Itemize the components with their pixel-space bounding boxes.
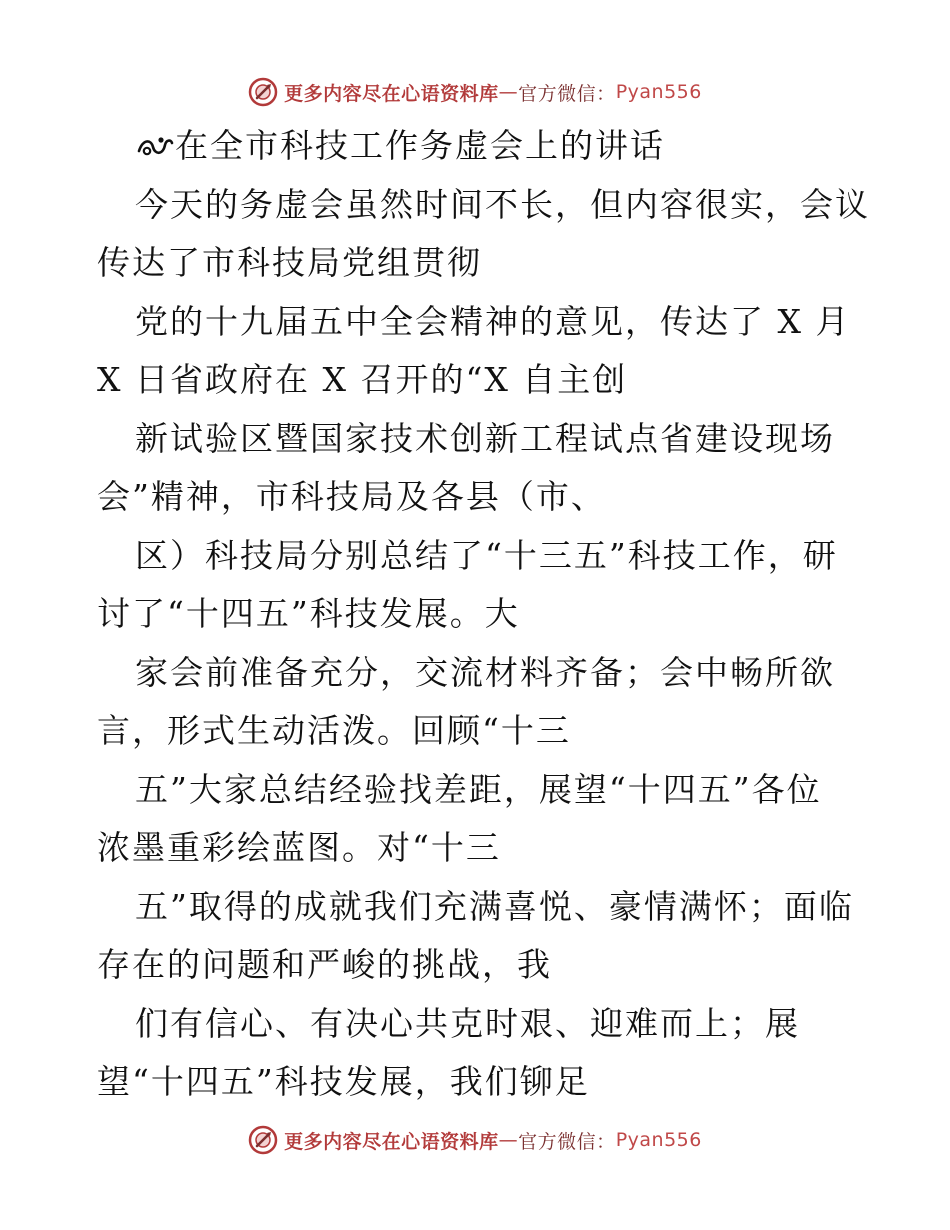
brand-logo-icon <box>248 1125 278 1155</box>
footer-banner <box>0 1120 950 1160</box>
flower-bullet-icon <box>135 131 175 161</box>
paragraph-line: 望“十四五”科技发展，我们铆足 <box>97 1062 590 1101</box>
header-banner <box>0 72 950 112</box>
header-dash: — <box>498 81 519 103</box>
footer-wechat-label: 官方微信： <box>518 1130 616 1153</box>
header-wechat-id: Pyan556 <box>615 81 702 103</box>
header-site-text: 更多内容尽在心语资料库 <box>284 82 499 105</box>
paragraph-line: X 日省政府在 X 召开的“X 自主创 <box>97 360 628 399</box>
paragraph-line: 言，形式生动活泼。回顾“十三 <box>97 711 571 750</box>
header-wechat-label: 官方微信： <box>518 82 616 105</box>
paragraph-line: 五”取得的成就我们充满喜悦、豪情满怀；面临 <box>135 887 854 926</box>
paragraph-line: 党的十九届五中全会精神的意见，传达了 X 月 <box>135 302 851 341</box>
paragraph-line: 区）科技局分别总结了“十三五”科技工作，研 <box>135 536 838 575</box>
footer-wechat-id: Pyan556 <box>615 1129 702 1151</box>
paragraph-line: 家会前准备充分，交流材料齐备；会中畅所欲 <box>135 653 835 692</box>
brand-logo-icon <box>248 77 278 107</box>
footer-dash: — <box>498 1129 519 1151</box>
paragraph-line: 五”大家总结经验找差距，展望“十四五”各位 <box>135 770 822 809</box>
paragraph-line: 会”精神，市科技局及各县（市、 <box>97 477 606 516</box>
paragraph-line: 存在的问题和严峻的挑战，我 <box>97 945 552 984</box>
paragraph-line: 讨了“十四五”科技发展。大 <box>97 594 520 633</box>
paragraph-line: 新试验区暨国家技术创新工程试点省建设现场 <box>135 419 835 458</box>
footer-site-text: 更多内容尽在心语资料库 <box>284 1130 499 1153</box>
document-title: 在全市科技工作务虚会上的讲话 <box>175 126 665 165</box>
paragraph-line: 今天的务虚会虽然时间不长，但内容很实，会议 <box>135 185 870 224</box>
paragraph-line: 们有信心、有决心共克时艰、迎难而上；展 <box>135 1004 800 1043</box>
paragraph-line: 传达了市科技局党组贯彻 <box>97 243 482 282</box>
paragraph-line: 浓墨重彩绘蓝图。对“十三 <box>97 828 501 867</box>
document-title-line <box>135 126 665 166</box>
